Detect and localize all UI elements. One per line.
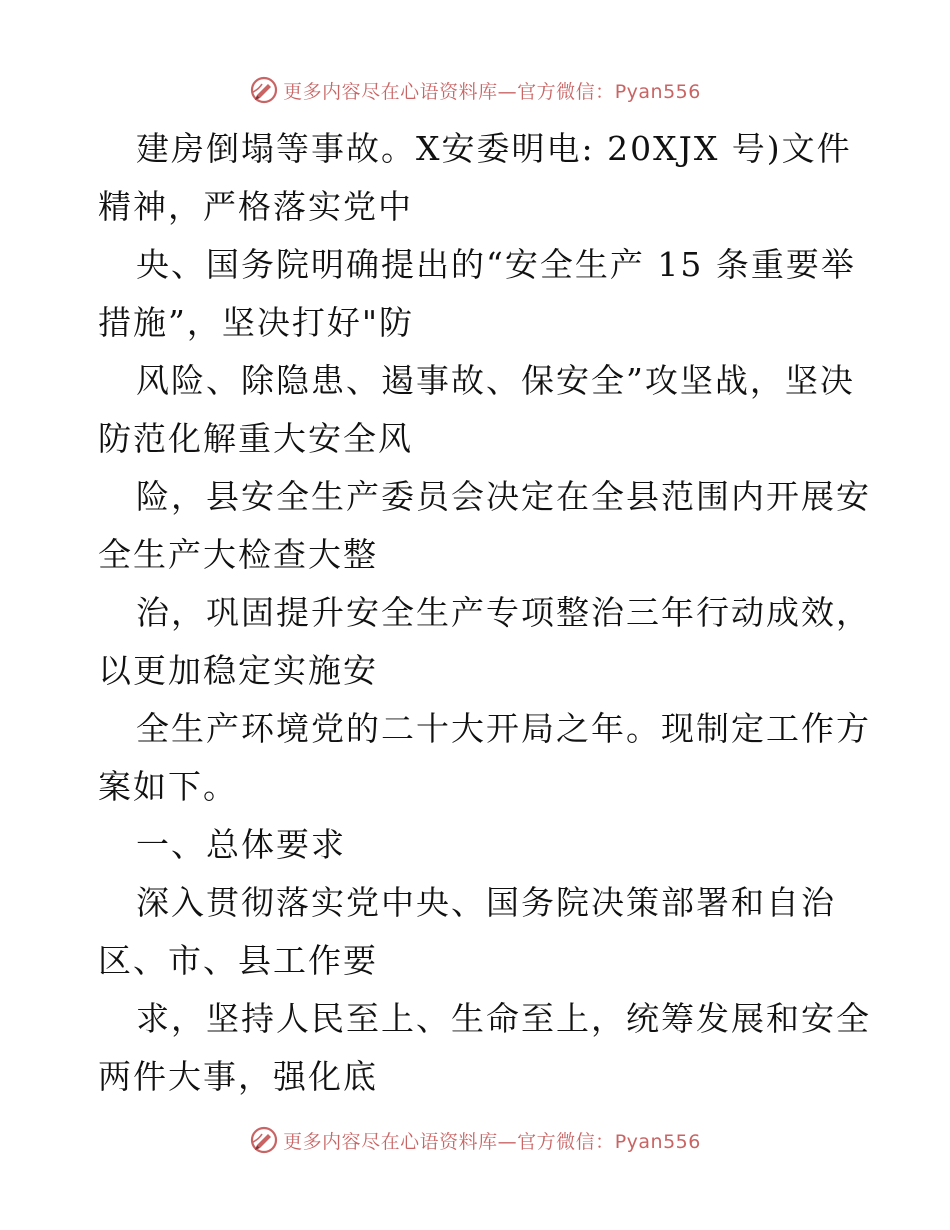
footer-watermark-banner (0, 1120, 950, 1160)
paragraph-line: 全生产环境党的二十大开局之年。现制定工作方 (136, 709, 871, 748)
paragraph-line: 治，巩固提升安全生产专项整治三年行动成效， (136, 593, 871, 632)
paragraph-line: 求，坚持人民至上、生命至上，统筹发展和安全 (136, 999, 871, 1038)
paragraph-line: 以更加稳定实施安 (98, 651, 378, 690)
paragraph-line: 一、总体要求 (136, 825, 346, 864)
paragraph-line: 央、国务院明确提出的“安全生产 15 条重要举 (136, 245, 856, 284)
banner-wechat-id: Pyan556 (614, 80, 701, 103)
banner-text: 更多内容尽在心语资料库 (283, 80, 498, 103)
paragraph-line: 区、市、县工作要 (98, 941, 378, 980)
paragraph-line: 防范化解重大安全风 (98, 419, 413, 458)
banner-wechat-label: 官方微信： (517, 80, 615, 103)
paragraph-line: 精神，严格落实党中 (98, 187, 413, 226)
banner-text: 更多内容尽在心语资料库 (283, 1130, 498, 1153)
banner-separator: — (497, 80, 518, 103)
paragraph-line: 险，县安全生产委员会决定在全县范围内开展安 (136, 477, 871, 516)
paragraph-line: 案如下。 (98, 767, 238, 806)
banner-wechat-id: Pyan556 (614, 1130, 701, 1153)
paragraph-line: 建房倒塌等事故。X安委明电: 20XJX 号)文件 (136, 129, 852, 168)
document-body (98, 120, 871, 1106)
header-watermark-banner (0, 70, 950, 110)
pen-logo-icon (249, 75, 279, 105)
banner-wechat-label: 官方微信： (517, 1130, 615, 1153)
paragraph-line: 措施”，坚决打好"防 (98, 303, 415, 342)
pen-logo-icon (249, 1125, 279, 1155)
paragraph-line: 深入贯彻落实党中央、国务院决策部署和自治 (136, 883, 836, 922)
paragraph-line: 风险、除隐患、遏事故、保安全”攻坚战，坚决 (136, 361, 855, 400)
paragraph-line: 两件大事，强化底 (98, 1057, 378, 1096)
paragraph-line: 全生产大检查大整 (98, 535, 378, 574)
banner-separator: — (497, 1130, 518, 1153)
